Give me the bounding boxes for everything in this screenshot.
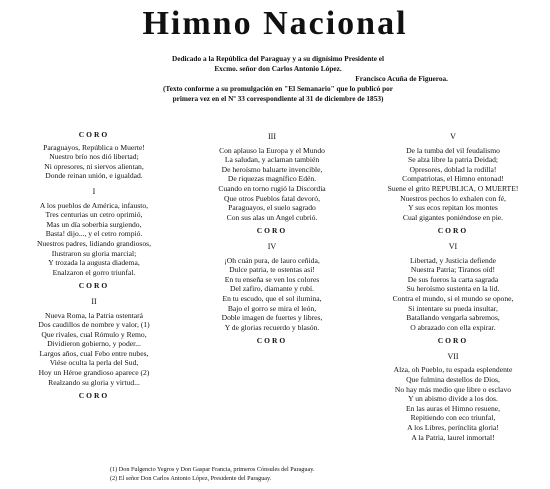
verse-line: Nuestra Patria; Tiranos oíd!	[410, 265, 496, 275]
column-left	[8, 126, 180, 404]
verse-line: A la Patria, laurel inmortal!	[411, 432, 495, 442]
verse-line: De sus fueros la carta sagrada	[407, 274, 499, 284]
dedication-line-1: Dedicado a la República del Paraguay y a su dignísimo Presidente el	[171, 54, 385, 63]
stanza-number: VI	[448, 241, 458, 251]
chorus-heading: CORO	[78, 281, 110, 291]
chorus-heading: CORO	[78, 130, 110, 139]
verse-line: En las auras el Himno resuene,	[405, 403, 501, 413]
verse-line: En tu escudo, que el sol ilumina,	[222, 293, 322, 303]
verse-line: Con sus alas un Angel cubrió.	[226, 212, 318, 222]
verse-line: Y sus ecos repitan los montes	[408, 203, 498, 213]
verse-line: Que rivales, cual Rómulo y Remo,	[41, 329, 147, 339]
verse-line: Nuestro brío nos dió libertad;	[49, 152, 139, 162]
verse-line: Y un abismo divide a los dos.	[408, 394, 498, 404]
verse-line: Basta! dijo..., y el cetro rompió.	[45, 229, 143, 239]
verse-line: Donde reinan unión, e igualdad.	[45, 171, 143, 181]
verse-line: Cual gigantes poniéndose en pie.	[402, 212, 504, 222]
author-name: Francisco Acuña de Figueroa.	[355, 74, 448, 83]
verse-line: Tres centurias un cetro oprimió,	[45, 210, 143, 220]
chorus-heading: CORO	[437, 336, 469, 346]
verse-line: Nuestros padres, lidiando grandiosos,	[36, 238, 152, 248]
verse-line: Ni opresores, ni siervos alientan,	[44, 161, 144, 171]
verse-line: Opresores, doblad la rodilla!	[409, 164, 497, 174]
note-line-2: primera vez en el Nº 33 correspondiente al 31 de diciembre de 1853)	[172, 94, 384, 103]
verse-line: Se alza libre la patria Deidad;	[407, 155, 499, 165]
verse-line: O abrazado con ella expirar.	[410, 322, 496, 332]
stanza-number: III	[268, 132, 276, 141]
verse-line: A los Libres, perínclita gloria!	[407, 423, 499, 433]
chorus-heading: CORO	[78, 391, 110, 401]
verse-line: Si intentare su pueda insultar,	[408, 303, 498, 313]
verse-line: Realzando su gloria y virtud...	[48, 377, 140, 387]
verse-line: En tu enseña se ven los colores	[224, 274, 320, 284]
verse-line: Alza, oh Pueblo, tu espada esplendente	[393, 365, 513, 375]
dedication-line-2: Excmo. señor don Carlos Antonio López.	[214, 64, 342, 73]
verse-line: Su heroísmo sustenta en la lid.	[406, 284, 500, 294]
column-right	[364, 126, 542, 442]
verse-line: Nueva Roma, la Patria ostentará	[44, 310, 144, 320]
footnote-1: (1) Don Fulgencio Yegros y Don Gaspar Francia, primeros Cónsules del Paraguay.	[110, 466, 315, 473]
verse-line: Cuando en torno rugió la Discordia	[218, 183, 326, 193]
verse-line: Con aplauso la Europa y el Mundo	[219, 145, 325, 155]
verse-line: Viése oculta la perla del Sud,	[49, 358, 139, 368]
verse-line: Dulce patria, te ostentas así!	[229, 265, 315, 275]
chorus-heading: CORO	[437, 226, 469, 236]
stanza-number: I	[92, 186, 96, 196]
verse-line: A los pueblos de América, infausto,	[39, 200, 149, 210]
verse-line: Enalzaron el gorro triunfal.	[52, 267, 136, 277]
verse-line: Y trozada la augusta diadema,	[48, 258, 140, 268]
verse-line: Repitiendo con eco triunfal,	[410, 413, 496, 423]
column-middle	[186, 126, 358, 349]
verse-line: Paraguayos, el suelo sagrado	[228, 203, 316, 213]
verse-line: Dos caudillos de nombre y valor, (1)	[38, 320, 150, 330]
stanza-number: VII	[447, 351, 459, 361]
note-line-1: (Texto conforme a su promulgación en "El Semanario" que lo publicó por	[162, 84, 394, 93]
verse-line: Y de glorias recuerdo y blasón.	[224, 322, 320, 332]
verse-line: Largos años, cual Febo entre nubes,	[39, 348, 149, 358]
verse-line: Hoy un Héroe grandioso aparece (2)	[38, 368, 150, 378]
verse-line: Ilustraron su gloria marcial;	[51, 248, 137, 258]
verse-line: La saludan, y aclaman también	[224, 155, 320, 165]
verse-line: Libertad, y Justicia defiende	[409, 255, 497, 265]
footnotes	[110, 465, 430, 483]
verse-line: De riquezas magnífico Edén.	[227, 174, 317, 184]
verse-line: Del zafiro, diamante y rubí.	[230, 284, 314, 294]
verse-line: Doble imagen de fuertes y libres,	[221, 313, 323, 323]
chorus-heading: CORO	[256, 226, 288, 236]
stanza-number: IV	[267, 241, 277, 251]
stanza-number: II	[91, 296, 97, 306]
verse-line: Dividieron gobierno, y poder...	[47, 339, 141, 349]
verse-line: Que fulmina destellos de Dios,	[406, 375, 500, 385]
footnote-2: (2) El señor Don Carlos Antonio López, Presidente del Paraguay.	[110, 475, 272, 482]
intro-block	[108, 54, 448, 104]
page-title: Himno Nacional	[142, 5, 408, 42]
verse-line: Compatriotas, el Himno entonad!	[402, 174, 504, 184]
verse-line: Paraguayos, República o Muerte!	[43, 142, 145, 152]
verse-line: Nuestros pechos lo exhalen con fé,	[400, 193, 506, 203]
verse-line: Bajo el gorro se mira el león,	[227, 303, 317, 313]
verse-line: De heroísmo baluarte invencible,	[221, 164, 323, 174]
verse-line: Contra el mundo, si el mundo se opone,	[392, 293, 514, 303]
verse-line: No hay más medio que libre o esclavo	[394, 384, 512, 394]
verse-line: Que otros Pueblos fatal devoró,	[224, 193, 320, 203]
stanza-number: V	[450, 132, 456, 141]
verse-line: De la tumba del vil feudalismo	[406, 145, 500, 155]
verse-line: Suene el grito REPUBLICA, O MUERTE!	[387, 183, 519, 193]
verse-line: Batallando vengarla sabremos,	[406, 313, 500, 323]
verse-line: Mas un día soberbia surgiendo,	[46, 219, 142, 229]
chorus-heading: CORO	[256, 336, 288, 346]
verse-line: ¡Oh cuán pura, de lauro ceñida,	[224, 255, 320, 265]
